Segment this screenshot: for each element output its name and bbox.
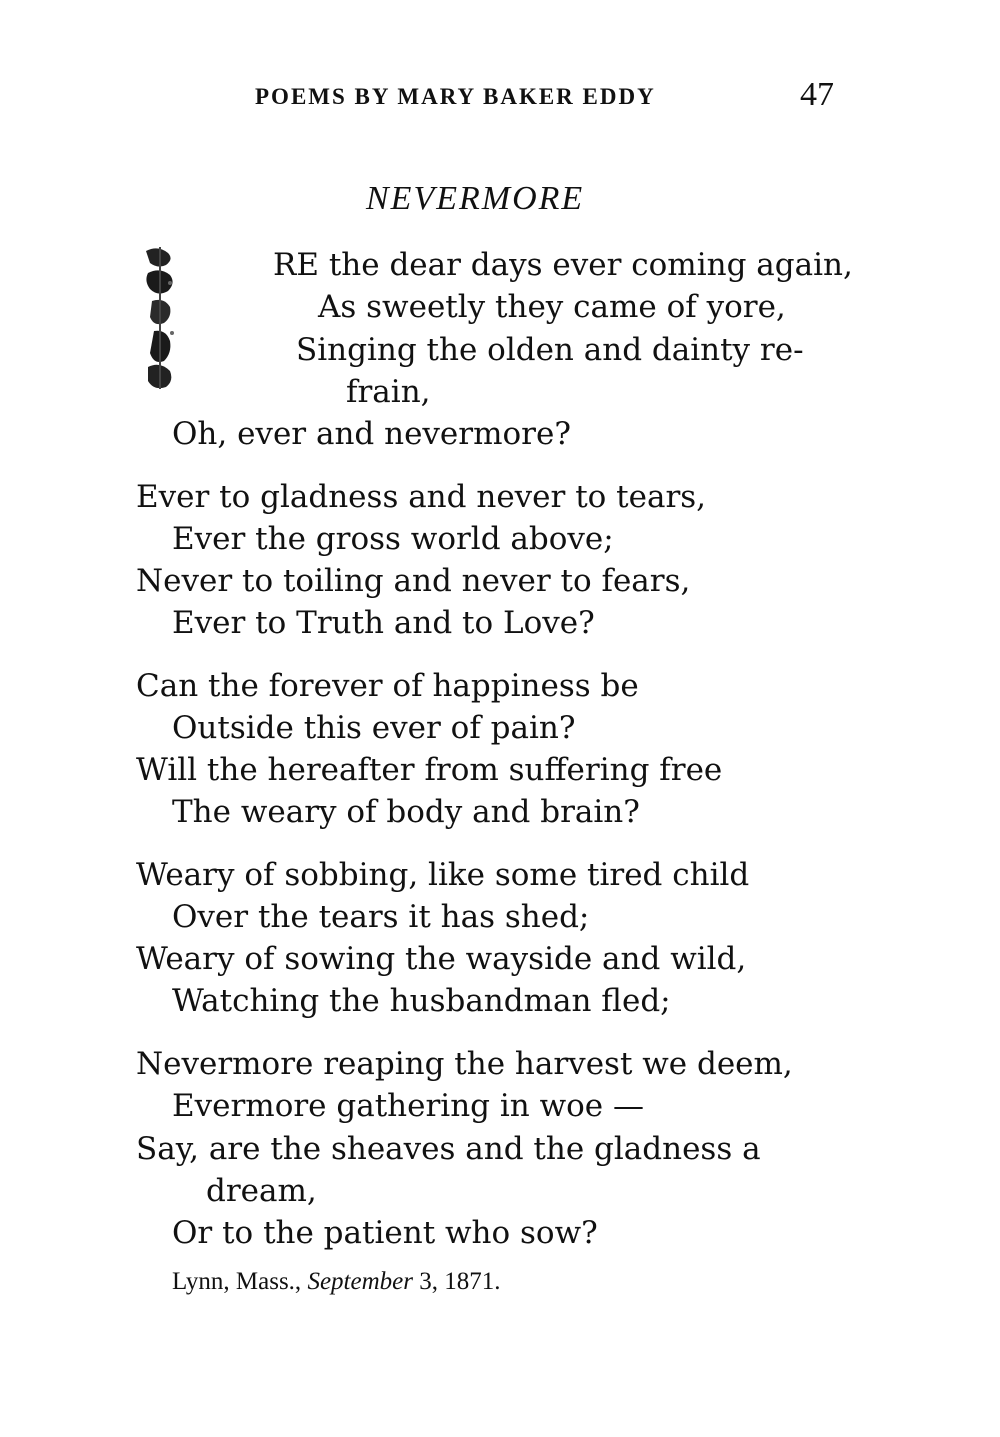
poem-line: Weary of sowing the wayside and wild, <box>136 941 747 977</box>
drop-cap-ornament <box>140 243 182 393</box>
poem-line: Weary of sobbing, like some tired child <box>136 857 750 893</box>
dateline-day-year: 3, 1871. <box>419 1268 501 1295</box>
poem-line: RE the dear days ever coming again, <box>273 247 853 283</box>
poem-line: Never to toiling and never to fears, <box>136 563 691 599</box>
poem-title: NEVERMORE <box>366 180 585 217</box>
poem-line: Can the forever of happiness be <box>136 668 639 704</box>
poem-line: As sweetly they came of yore, <box>318 289 786 325</box>
running-title: POEMS BY MARY BAKER EDDY <box>255 84 656 109</box>
poem-line: Say, are the sheaves and the gladness a <box>136 1131 761 1167</box>
poem-line: Nevermore reaping the harvest we deem, <box>136 1046 793 1082</box>
poem-line: Ever the gross world above; <box>172 521 614 557</box>
poem-line: frain, <box>346 374 431 410</box>
page-number: 47 <box>800 76 834 113</box>
poem-line: Evermore gathering in woe — <box>172 1088 645 1124</box>
poem-line: The weary of body and brain? <box>172 794 640 830</box>
dateline <box>172 1268 500 1296</box>
dateline-place: Lynn, Mass., <box>172 1268 302 1295</box>
poem-line: Over the tears it has shed; <box>172 899 590 935</box>
poem-line: Singing the olden and dainty re- <box>296 332 804 368</box>
poem-line: Watching the husbandman fled; <box>172 983 671 1019</box>
poem-line: Will the hereafter from suffering free <box>136 752 723 788</box>
poem-line: dream, <box>206 1173 317 1209</box>
poem-line: Ever to gladness and never to tears, <box>136 479 707 515</box>
dateline-month: September <box>307 1268 413 1295</box>
poem-line: Or to the patient who sow? <box>172 1215 598 1251</box>
poem-line: Oh, ever and nevermore? <box>172 416 571 452</box>
poem-line: Ever to Truth and to Love? <box>172 605 595 641</box>
poem-line: Outside this ever of pain? <box>172 710 576 746</box>
